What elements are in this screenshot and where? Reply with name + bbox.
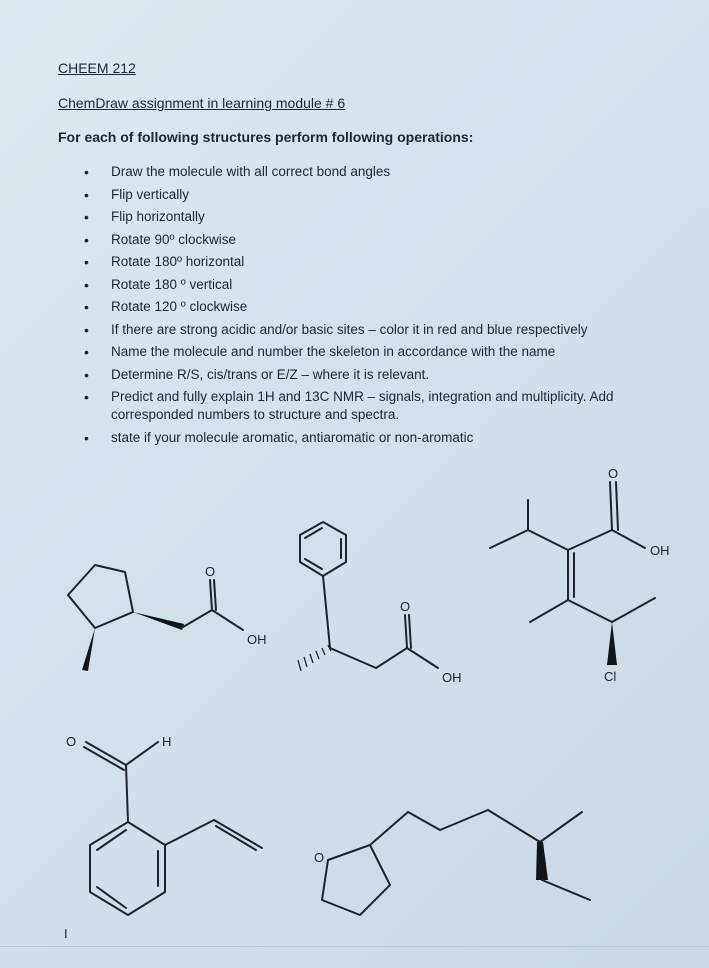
carbonyl-o-label: O <box>608 466 619 481</box>
course-code: CHEEM 212 <box>58 60 136 76</box>
hydroxyl-label: OH <box>650 543 670 558</box>
molecule-1-structure <box>68 564 267 671</box>
list-item: • Rotate 180 º vertical <box>84 276 684 294</box>
hashed-wedge <box>298 645 331 671</box>
molecule-4-structure <box>64 734 262 941</box>
divider <box>0 946 709 947</box>
list-item: • Flip horizontally <box>84 208 684 226</box>
instruction-heading: For each of following structures perform following operations: <box>58 129 474 145</box>
molecule-3-structure <box>490 466 670 684</box>
chlorine-label: Cl <box>604 669 617 684</box>
list-item: • Predict and fully explain 1H and 13C NMR – signals, integration and multiplicity. Add corresponded numbers to structure and spectra. <box>84 388 684 424</box>
list-item: • Flip vertically <box>84 186 684 204</box>
list-item: • Rotate 180º horizontal <box>84 253 684 271</box>
carbonyl-o-label: O <box>400 599 411 614</box>
carbonyl-o-label: O <box>66 734 77 749</box>
iodine-label: I <box>64 926 68 941</box>
molecule-5-structure <box>314 810 590 915</box>
list-item: • Determine R/S, cis/trans or E/Z – where it is relevant. <box>84 366 684 384</box>
assignment-title: ChemDraw assignment in learning module # 6 <box>58 95 346 111</box>
list-item: • Draw the molecule with all correct bond angles <box>84 163 684 181</box>
molecule-2-structure <box>298 522 462 685</box>
hydroxyl-label: OH <box>247 632 267 647</box>
list-item: • Name the molecule and number the skeleton in accordance with the name <box>84 343 684 361</box>
list-item: • state if your molecule aromatic, antiaromatic or non-aromatic <box>84 429 684 447</box>
list-item: • Rotate 90º clockwise <box>84 231 684 249</box>
carbonyl-o-label: O <box>205 564 216 579</box>
list-item: • If there are strong acidic and/or basic sites – color it in red and blue respectively <box>84 321 684 339</box>
hydroxyl-label: OH <box>442 670 462 685</box>
ring-o-label: O <box>314 850 325 865</box>
list-item: • Rotate 120 º clockwise <box>84 298 684 316</box>
aldehyde-h-label: H <box>162 734 172 749</box>
